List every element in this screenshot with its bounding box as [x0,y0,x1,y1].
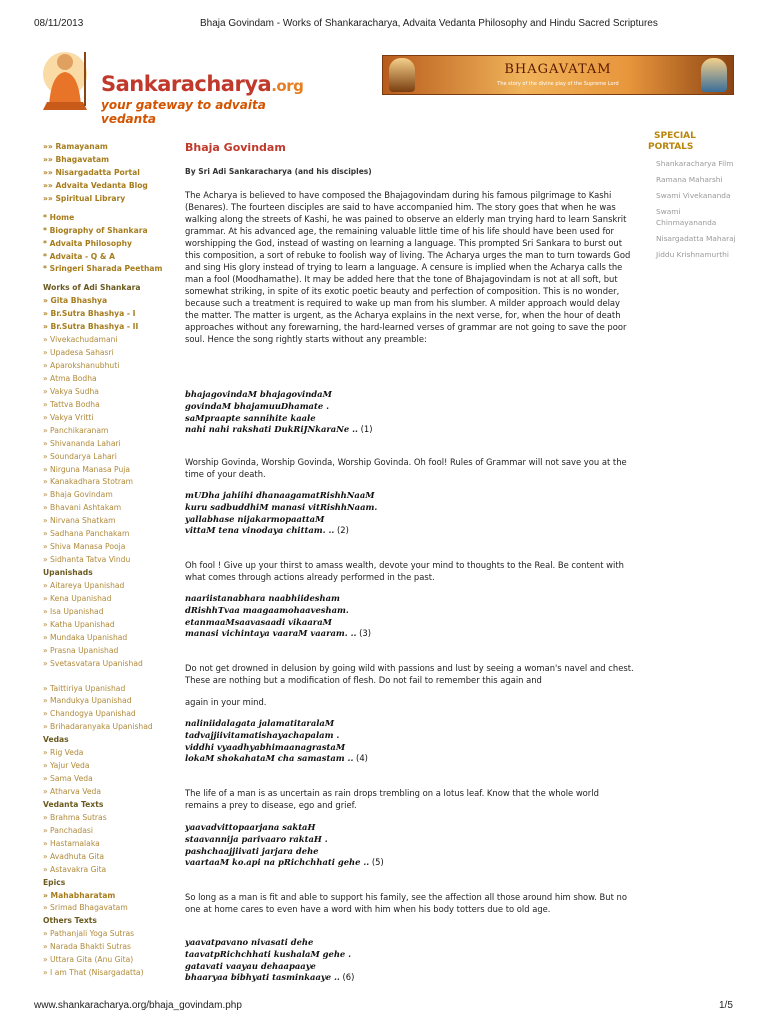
sidebar-link[interactable]: » Nirvana Shatkam [43,516,116,526]
verse-text: viddhi vyaadhyabhimaanagrastaM [185,741,346,752]
verse-number: (6) [339,972,355,983]
banner-title: BHAGAVATAM [504,62,612,77]
verse-line [185,822,605,834]
portal-link[interactable]: Jiddu Krishnamurthi [656,250,729,259]
sidebar-link[interactable]: » Katha Upanishad [43,619,115,629]
verse-line [185,718,605,730]
verse-text: bhajagovindaM bhajagovindaM [185,389,332,399]
sidebar-link[interactable]: » Nirguna Manasa Puja [43,464,131,474]
sidebar-link[interactable]: » Uttara Gita (Anu Gita) [43,955,134,965]
portal-link[interactable]: Shankaracharya Film [656,159,734,168]
sidebar-link[interactable]: » Hastamalaka [43,838,100,848]
verse-line [185,742,605,754]
verse-line [185,617,605,629]
portals-heading-1: SPECIAL [654,131,696,141]
page-title: Bhaja Govindam [185,141,286,154]
sidebar-heading-works: Works of Adi Shankara [43,283,141,293]
verse-4 [185,718,605,765]
bhagavatam-banner[interactable] [382,55,734,95]
translation-3: Do not get drowned in delusion by going wild with passions and lust by seeing a woman's navel and chest. These are nothing but a modification of flesh. Do not fail to remember this again and [185,663,634,685]
verse-1 [185,389,605,436]
portal-link[interactable]: Nisargadatta Maharaj [656,234,736,243]
verse-text: etanmaaMsaavasaadi vikaaraM [185,616,332,627]
sidebar-link[interactable]: » Srimad Bhagavatam [43,903,128,913]
sidebar-link[interactable]: » Aparokshanubhuti [43,361,120,370]
special-portals [648,131,738,260]
verse-text: tadvajjiivitamatishayachapalam . [185,729,340,740]
sidebar-link[interactable]: * Advaita Philosophy [43,238,132,248]
sidebar-link[interactable]: » Taittiriya Upanishad [43,683,126,693]
sidebar-link[interactable]: » Sadhana Panchakam [43,529,130,539]
verse-text: vittaM tena vinodaya chittam. .. [185,525,335,536]
sidebar-link[interactable]: » Rig Veda [43,748,84,758]
verse-line [185,593,605,605]
sidebar-link[interactable]: » I am That (Nisargadatta) [43,968,144,978]
sidebar-link[interactable]: » Aitareya Upanishad [43,580,125,590]
sidebar-link[interactable]: » Vakya Sudha [43,386,99,396]
verse-number: (2) [334,525,349,536]
sidebar-link[interactable]: » Bhavani Ashtakam [43,503,122,513]
byline: By Sri Adi Sankaracharya (and his disciples) [185,167,372,176]
verse-line [185,972,605,984]
verse-text: taavatpRichchhati kushalaM gehe . [185,948,352,959]
sidebar-link[interactable]: » Pathanjali Yoga Sutras [43,929,135,939]
site-logo[interactable] [35,44,304,126]
verse-text: gatavati vaayau dehaapaaye [185,960,316,971]
verse-line [185,514,605,526]
verse-line [185,502,605,514]
sidebar-link[interactable]: » Brihadaranyaka Upanishad [43,722,153,732]
verse-text: yallabhase nijakarmopaattaM [185,513,325,524]
verse-text: yaavatpavano nivasati dehe [185,937,314,947]
sidebar-link[interactable]: » Panchikaranam [43,425,109,435]
portal-link[interactable]: Swami Chinmayananda [656,207,717,227]
verse-5 [185,822,605,869]
verse-line [185,961,605,973]
verse-6 [185,937,605,984]
verse-line [185,401,605,413]
sidebar-link[interactable]: » Mundaka Upanishad [43,632,128,642]
sidebar-link[interactable]: » Avadhuta Gita [43,851,105,861]
sidebar-nav [43,141,183,980]
sidebar-link[interactable]: » Mandukya Upanishad [43,696,132,706]
verse-line [185,525,605,537]
sidebar-link[interactable]: » Soundarya Lahari [43,451,117,461]
verse-2 [185,490,605,537]
translation-2: Oh fool ! Give up your thirst to amass wealth, devote your mind to thoughts to the Real. Be content with what comes through actions already performed in the past. [185,560,624,582]
verse-text: vaartaaM ko.api na pRichchhati gehe .. [185,857,370,868]
sidebar-link[interactable]: » Kanakadhara Stotram [43,477,134,487]
sidebar-link[interactable]: »» Bhagavatam [43,154,110,164]
sidebar-link[interactable]: » Shivananda Lahari [43,438,121,448]
print-url: www.shankaracharya.org/bhaja_govindam.php [34,1000,242,1011]
sidebar-link[interactable]: » Atma Bodha [43,373,97,383]
sidebar-link[interactable]: » Mahabharatam [43,890,116,900]
verse-line [185,490,605,502]
sidebar-link[interactable]: * Advaita - Q & A [43,251,116,261]
translation-4: The life of a man is as uncertain as rain drops trembling on a lotus leaf. Know that the whole world remains a prey to disease, ego and grief. [185,788,599,810]
verse-line [185,389,605,401]
sidebar-link[interactable]: »» Spiritual Library [43,193,126,203]
verse-line [185,834,605,846]
verse-line [185,730,605,742]
sidebar-link[interactable]: * Sringeri Sharada Peetham [43,264,163,274]
verse-text: pashchaajjiivati jarjara dehe [185,845,319,856]
verse-text: govindaM bhajamuuDhamate . [185,400,330,411]
verse-line [185,413,605,425]
sidebar-link[interactable]: » Astavakra Gita [43,864,107,874]
verse-text: saMpraapte sannihite kaale [185,412,316,423]
verse-line [185,605,605,617]
print-page-number: 1/5 [719,1000,733,1011]
sidebar-link[interactable]: » Panchadasi [43,825,93,835]
sidebar-link[interactable]: » Gita Bhashya [43,296,108,306]
sidebar-link[interactable]: * Biography of Shankara [43,225,148,235]
sidebar-link[interactable]: » Vakya Vritti [43,412,94,422]
sidebar-link[interactable]: » Prasna Upanishad [43,645,119,655]
sage-icon [35,44,95,114]
intro-paragraph: The Acharya is believed to have composed the Bhajagovindam during his famous pilgrimage to Kashi (Benares). The fourteen disciples are said to have accompanied him. The story goes that when he was walking along the streets of Kashi, he was pained to observe an elderly man trying hard to learn Sanskrit grammar. At his advanced age, the remaining valuable little time of his life should have been used for worshipping the God, instead of wasting on learning a language. This prompted Sri Sankara to burst out this composition, a sort of rebuke to foolish way of living. The Acharya urges the man to turn towards God and sing His glory instead of trying to learn a language. A censure is implied when the Acharya calls the man a fool (Moodhamathe). It may be added here that the tone of Bhajagovindam is not at all soft, but somewhat striking, in spite of its exotic poetic beauty and perfection of composition. This is no wonder, because such a treatment is required to wake up man from his slumber. A milder approach would delay the matter. The matter is urgent, as the Acharya explains in the next verse, for, when the hour of death approaches without any forewarning, the hard-learned verses of grammar are not going to save the poor soul. Hence the song rightly starts without any preamble: [185,190,631,344]
verse-text: manasi vichintaya vaaraM vaaram. .. [185,628,357,639]
verse-number: (5) [369,857,384,868]
verse-text: lokaM shokahataM cha samastam .. [185,753,354,764]
verse-text: mUDha jahiihi dhanaagamatRishhNaaM [185,490,375,500]
verse-line [185,949,605,961]
sidebar-link[interactable]: » Tattva Bodha [43,399,100,409]
sidebar-link[interactable]: » Br.Sutra Bhashya - II [43,322,139,332]
verse-line [185,846,605,858]
sidebar-heading-vedanta: Vedanta Texts [43,799,104,809]
sidebar-link[interactable]: » Sidhanta Tatva Vindu [43,555,131,565]
logo-name [101,72,303,96]
verse-text: nahi nahi rakshati DukRiJNkaraNe .. [185,424,358,435]
verse-text: yaavadvittopaarjana saktaH [185,822,316,832]
verse-line [185,753,605,765]
verse-text: kuru sadbuddhiM manasi vitRishhNaam. [185,501,378,512]
sidebar-link[interactable]: » Brahma Sutras [43,812,107,822]
sidebar-link[interactable]: » Bhaja Govindam [43,490,113,500]
sidebar-link[interactable]: »» Advaita Vedanta Blog [43,180,148,190]
sidebar-link[interactable]: » Atharva Veda [43,787,101,796]
verse-text: staavannija parivaaro raktaH . [185,833,328,844]
logo-tagline: your gateway to advaita vedanta [101,98,266,126]
sidebar-link[interactable]: »» Ramayanam [43,142,108,151]
verse-text: bhaaryaa bibhyati tasminkaaye .. [185,972,340,983]
portal-link[interactable]: Swami Vivekananda [656,191,731,200]
portal-link[interactable]: Ramana Maharshi [656,175,723,184]
sidebar-link[interactable]: » Upadesa Sahasri [43,348,114,358]
sidebar-link[interactable]: » Narada Bhakti Sutras [43,942,131,952]
logo-name-text: Sankaracharya [101,72,272,96]
sidebar-link[interactable]: » Sama Veda [43,774,93,784]
sidebar-heading-upanishads: Upanishads [43,568,93,577]
verse-text: dRishhTvaa maagaamohaavesham. [185,604,349,615]
verse-number: (4) [353,753,368,764]
sidebar-link[interactable]: »» Nisargadatta Portal [43,167,140,177]
sidebar-link[interactable]: » Shiva Manasa Pooja [43,542,126,552]
verse-3 [185,593,605,640]
sidebar-link[interactable]: » Yajur Veda [43,761,90,771]
translation-1: Worship Govinda, Worship Govinda, Worship Govinda. Oh fool! Rules of Grammar will not save you at the time of your death. [185,457,627,479]
sidebar-link[interactable]: » Svetasvatara Upanishad [43,658,143,668]
verse-number: (3) [356,628,371,639]
portals-heading-2: PORTALS [648,142,694,152]
verse-line [185,628,605,640]
sidebar-link[interactable]: » Vivekachudamani [43,335,118,345]
sidebar-link[interactable]: » Chandogya Upanishad [43,709,136,719]
banner-subtitle: The story of the divine play of the Supreme Lord [497,81,619,87]
verse-text: naariistanabhara naabhiidesham [185,593,340,603]
print-date: 08/11/2013 [34,18,84,29]
verse-number: (1) [357,424,373,435]
print-page-title: Bhaja Govindam - Works of Shankaracharya, Advaita Vedanta Philosophy and Hindu Sacred Scriptures [200,18,658,29]
translation-5: So long as a man is fit and able to support his family, see the affection all those around him show. But no one at home cares to even have a word with him when his body totters due to old age. [185,892,627,914]
sidebar-link[interactable]: * Home [43,212,75,222]
sidebar-heading-vedas: Vedas [43,735,69,745]
sidebar-heading-others: Others Texts [43,916,97,926]
verse-line [185,937,605,949]
sidebar-link[interactable]: » Br.Sutra Bhashya - I [43,309,136,319]
verse-line [185,857,605,869]
translation-3-continued: again in your mind. [185,697,267,707]
sidebar-link[interactable]: » Kena Upanishad [43,593,112,603]
verse-text: naliniidalagata jalamatitaralaM [185,718,335,728]
verse-line [185,424,605,436]
sidebar-heading-epics: Epics [43,877,66,887]
sidebar-link[interactable]: » Isa Upanishad [43,606,104,616]
logo-suffix: .org [271,77,304,95]
